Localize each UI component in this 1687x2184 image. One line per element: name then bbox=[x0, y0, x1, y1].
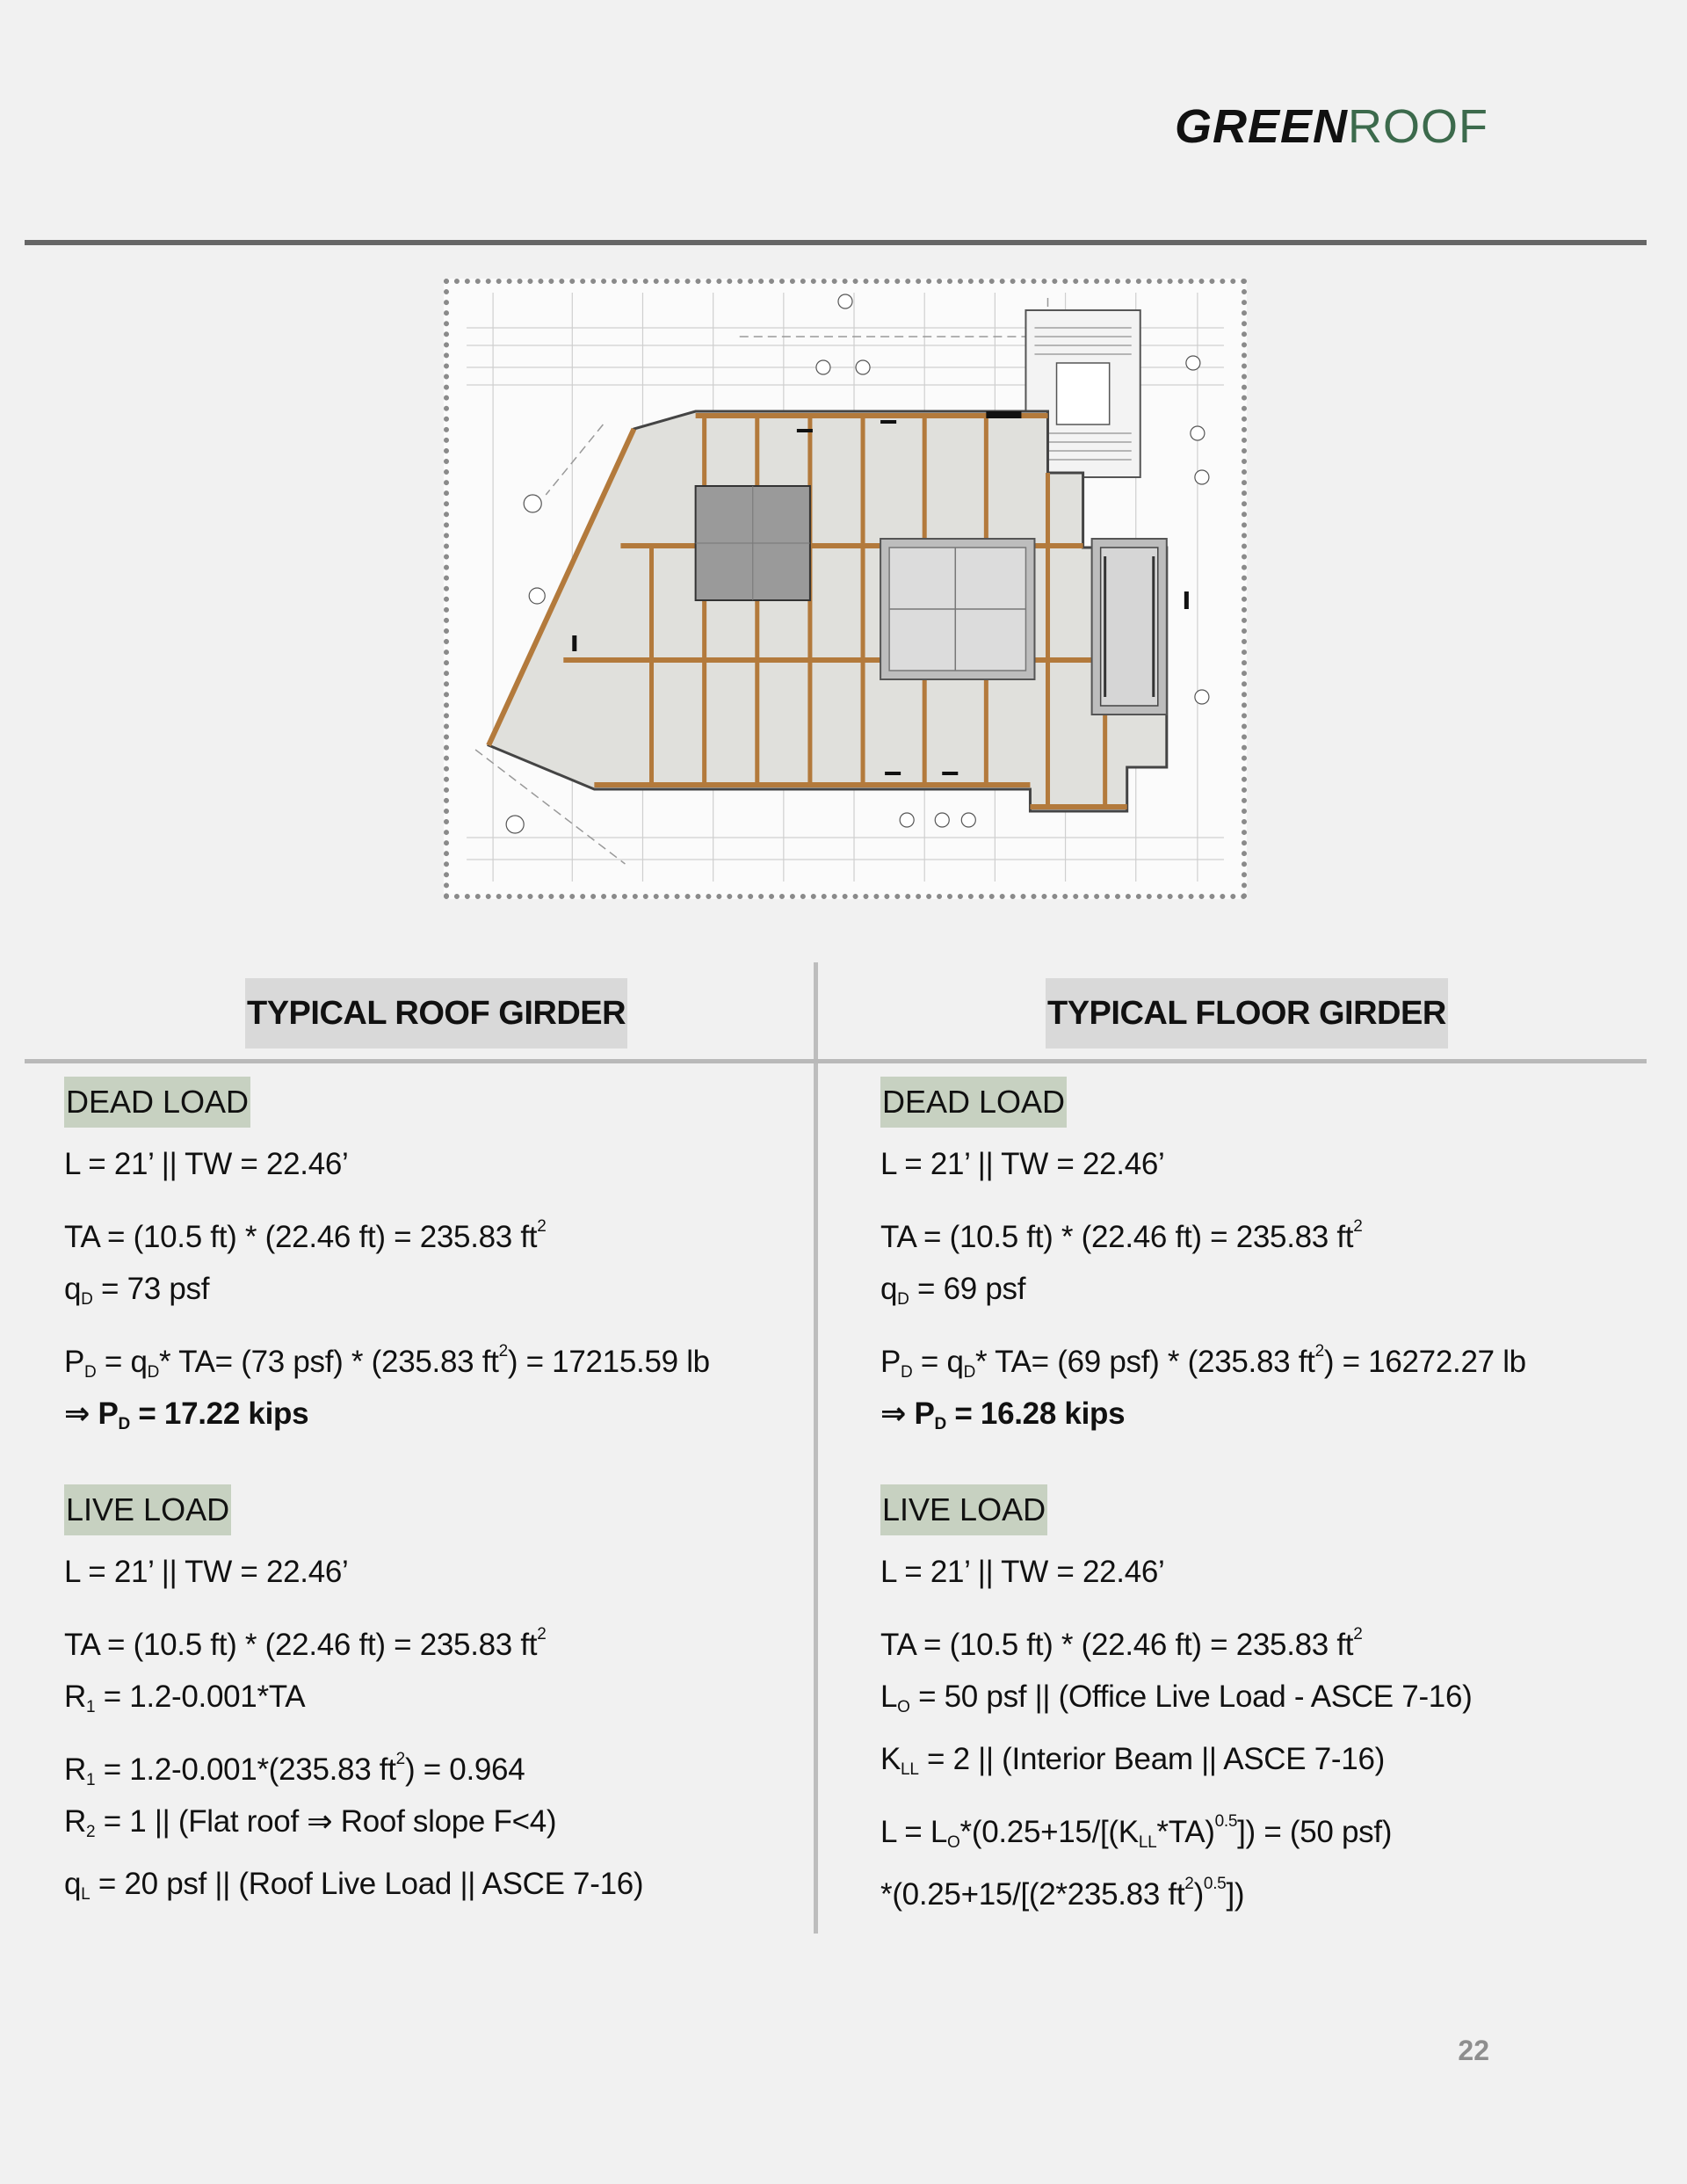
live-load-label: LIVE LOAD bbox=[64, 1484, 231, 1535]
roof-girder-heading: TYPICAL ROOF GIRDER bbox=[245, 978, 627, 1048]
floor-dead-length: L = 21’ || TW = 22.46’ bbox=[880, 1147, 1165, 1181]
floor-live-lo: $L_O = 50$ psf || (Office Live Load - ASCE 7-16) bbox=[880, 1680, 1473, 1716]
floor-dead-qd: $q_D = 69$ psf bbox=[880, 1272, 1026, 1309]
floor-girder-heading: TYPICAL FLOOR GIRDER bbox=[1046, 978, 1448, 1048]
floor-dead-pd-calc: $P_D = q_D*$ TA= (69 psf) * (235.83 $ft^2) = 16272.27$ lb bbox=[880, 1342, 1526, 1382]
floor-plan-svg bbox=[449, 284, 1242, 894]
floor-girder-column bbox=[880, 1077, 1636, 1915]
brand-part-green: GREEN bbox=[1174, 100, 1348, 153]
floor-live-formula-2: *(0.25+15/[(2*235.83 $ft^2)^{0.5}$]) bbox=[880, 1875, 1245, 1912]
roof-dead-pd-calc: $P_D = q_D*$ TA= (73 psf) * (235.83 $ft^2) = 17215.59$ lb bbox=[64, 1342, 710, 1382]
roof-live-tributary-area: TA = (10.5 ft) * (22.46 ft) = 235.83 $ft^2$ bbox=[64, 1625, 547, 1662]
floor-live-tributary-area: TA = (10.5 ft) * (22.46 ft) = 235.83 $ft^2$ bbox=[880, 1625, 1363, 1662]
roof-live-r1-formula: $R_1 = 1.2-0.001*TA$ bbox=[64, 1680, 306, 1716]
roof-live-r2: $R_2 = 1$ || (Flat roof ⇒ Roof slope F<4) bbox=[64, 1804, 557, 1841]
roof-dead-pd-result: ⇒ $P_D = 17.22$ kips bbox=[64, 1397, 309, 1433]
floor-plan-drawing bbox=[444, 279, 1247, 899]
floor-live-formula-1: $L = L_O*(0.25+15/[(K_{LL}*TA)^{0.5}]) = (50$ psf) bbox=[880, 1812, 1393, 1852]
roof-girder-column bbox=[64, 1077, 820, 1915]
header-divider bbox=[25, 1059, 1647, 1063]
floor-dead-tributary-area: TA = (10.5 ft) * (22.46 ft) = 235.83 $ft^2$ bbox=[880, 1217, 1363, 1254]
dead-load-label: DEAD LOAD bbox=[880, 1077, 1067, 1128]
page-number: 22 bbox=[1458, 2035, 1489, 2066]
dead-load-label: DEAD LOAD bbox=[64, 1077, 250, 1128]
header-rule bbox=[25, 240, 1647, 245]
floor-dead-pd-result: ⇒ $P_D = 16.28$ kips bbox=[880, 1397, 1126, 1433]
floor-live-length: L = 21’ || TW = 22.46’ bbox=[880, 1555, 1165, 1589]
roof-live-ql: $q_L = 20$ psf || (Roof Live Load || ASCE 7-16) bbox=[64, 1867, 644, 1904]
roof-dead-qd: $q_D = 73$ psf bbox=[64, 1272, 210, 1309]
roof-live-length: L = 21’ || TW = 22.46’ bbox=[64, 1555, 349, 1589]
live-load-label: LIVE LOAD bbox=[880, 1484, 1047, 1535]
brand-part-roof: ROOF bbox=[1348, 100, 1488, 153]
brand-logo bbox=[1174, 100, 1488, 153]
roof-dead-tributary-area: TA = (10.5 ft) * (22.46 ft) = 235.83 $ft^2$ bbox=[64, 1217, 547, 1254]
floor-live-kll: $K_{LL} = 2$ || (Interior Beam || ASCE 7-16) bbox=[880, 1742, 1385, 1779]
roof-dead-length: L = 21’ || TW = 22.46’ bbox=[64, 1147, 349, 1181]
roof-live-r1-value: $R_1 = 1.2-0.001*(235.83$ $ft^2) = 0.964$ bbox=[64, 1750, 525, 1789]
